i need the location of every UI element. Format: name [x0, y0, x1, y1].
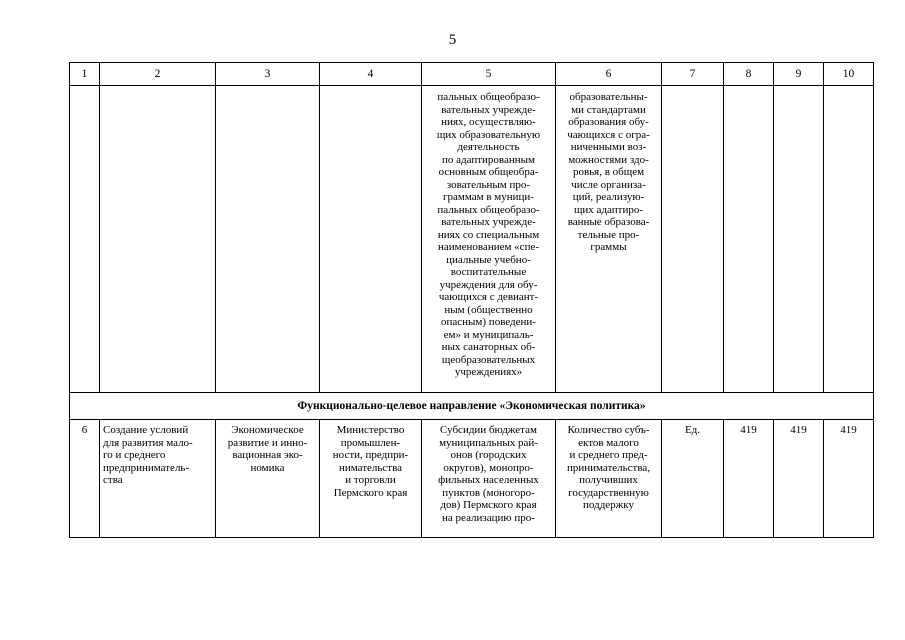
column-header: 6: [556, 63, 662, 86]
column-header: 10: [824, 63, 874, 86]
table-cell: [662, 86, 724, 393]
program-cell: Экономическое развитие и инно- вационная эко- номика: [216, 420, 320, 538]
table-cell: [100, 86, 216, 393]
page-number: 5: [448, 32, 457, 48]
value-cell: 419: [824, 420, 874, 538]
continuation-row: [70, 86, 874, 393]
unit-cell: Ед.: [662, 420, 724, 538]
table-cell: [320, 86, 422, 393]
column-header: 8: [724, 63, 774, 86]
indicator-cell: Количество субъ- ектов малого и среднего пред- принимательства, получивших государственную поддержку: [556, 420, 662, 538]
column-header: 9: [774, 63, 824, 86]
table-cell: [774, 86, 824, 393]
table-cell-col5: пальных общеобразо- вательных учрежде- ниях, осуществляю- щих образовательную деятельность по адаптированным основным общеобра- зовательным про- граммам в муници- пальных общеобразо- вательных учрежде- ниях со специальным наименованием «спе- циальные учебно- воспитательные учреждения для обу- чающихся с девиант- ным (общественно опасным) поведени- ем» и муниципаль- ных санаторных об- щеобразовательных учреждениях»: [422, 86, 556, 393]
column-number-row: [70, 63, 874, 86]
column-header: 2: [100, 63, 216, 86]
row-number: 6: [70, 420, 100, 538]
section-row: [70, 393, 874, 420]
measure-cell: Субсидии бюджетам муниципальных рай- онов (городских округов), монопро- фильных населенных пунктов (моногоро- дов) Пермского края на реализацию про-: [422, 420, 556, 538]
column-header: 7: [662, 63, 724, 86]
indicator-table: [69, 62, 874, 538]
value-cell: 419: [724, 420, 774, 538]
table-cell: [824, 86, 874, 393]
column-header: 1: [70, 63, 100, 86]
column-header: 3: [216, 63, 320, 86]
table-cell: [724, 86, 774, 393]
table-row: [70, 420, 874, 538]
table-cell: [216, 86, 320, 393]
section-title: Функционально-целевое направление «Экономическая политика»: [70, 393, 874, 420]
table-cell: [70, 86, 100, 393]
column-header: 4: [320, 63, 422, 86]
value-cell: 419: [774, 420, 824, 538]
column-header: 5: [422, 63, 556, 86]
task-cell: Создание условий для развития мало- го и среднего предприниматель- ства: [100, 420, 216, 538]
ministry-cell: Министерство промышлен- ности, предпри- нимательства и торговли Пермского края: [320, 420, 422, 538]
table-cell-col6: образовательны- ми стандартами образования обу- чающихся с огра- ниченными воз- можностями здо- ровья, в общем числе организа- ций, реализую- щих адаптиро- ванные образова- тельные про- граммы: [556, 86, 662, 393]
